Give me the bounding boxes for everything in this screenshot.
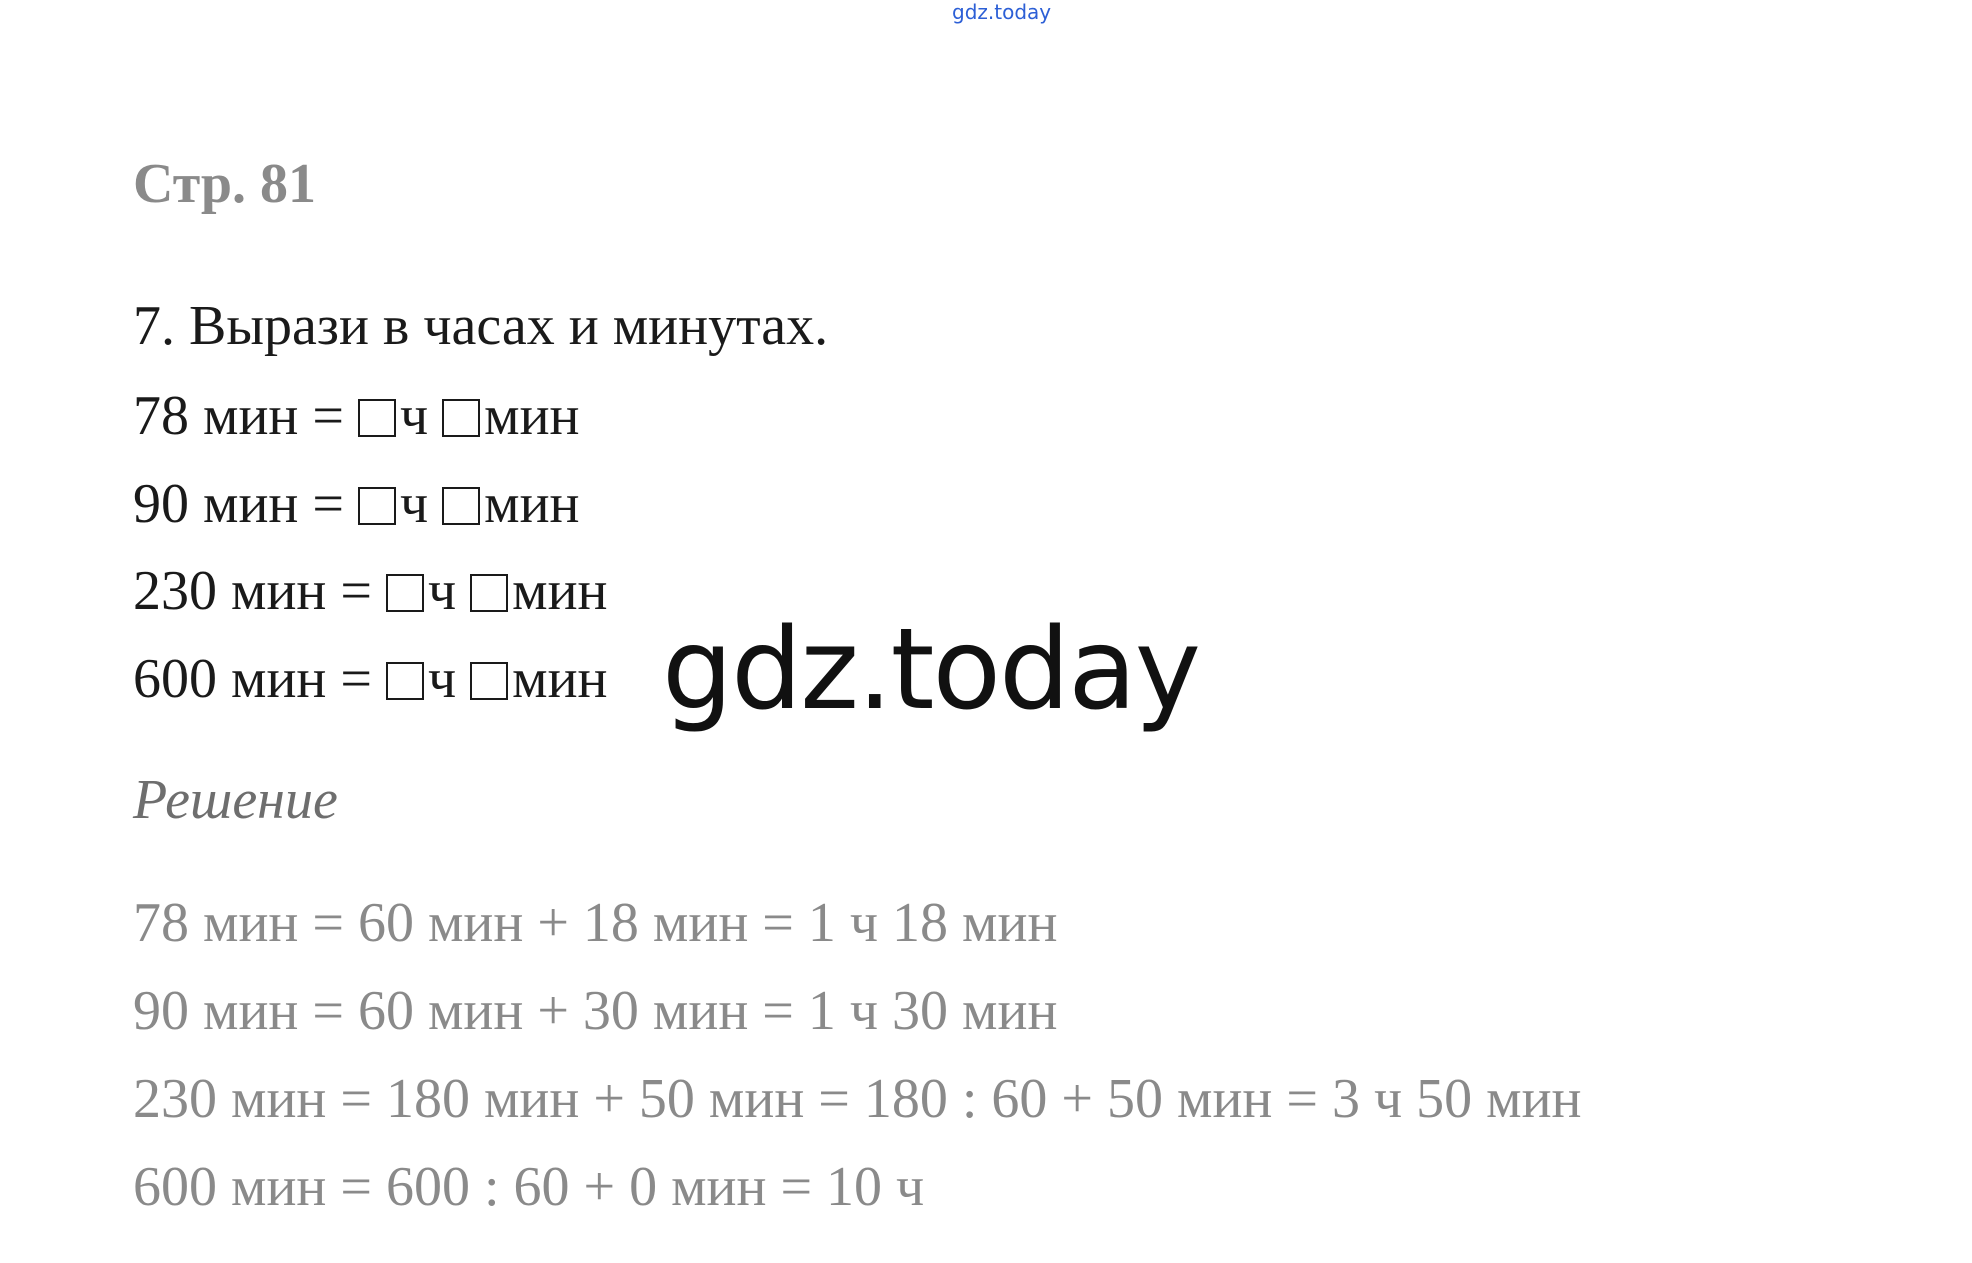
minutes-unit: мин bbox=[512, 560, 608, 622]
solution-line: 90 мин = 60 мин + 30 мин = 1 ч 30 мин bbox=[133, 980, 1058, 1042]
minutes-unit: мин bbox=[512, 648, 608, 710]
hours-unit: ч bbox=[427, 648, 457, 710]
task-line-lhs: 600 мин = bbox=[133, 648, 372, 710]
solution-line: 78 мин = 60 мин + 18 мин = 1 ч 18 мин bbox=[133, 892, 1058, 954]
minutes-box bbox=[442, 487, 480, 525]
minutes-box bbox=[470, 574, 508, 612]
hours-box bbox=[358, 487, 396, 525]
task-heading: 7. Вырази в часах и минутах. bbox=[133, 295, 829, 357]
watermark-top: gdz.today bbox=[952, 0, 1052, 24]
task-line-lhs: 230 мин = bbox=[133, 560, 372, 622]
hours-box bbox=[386, 574, 424, 612]
hours-unit: ч bbox=[427, 560, 457, 622]
hours-box bbox=[358, 399, 396, 437]
solution-label: Решение bbox=[133, 769, 338, 831]
watermark-logo: gdz.today bbox=[662, 605, 1200, 735]
minutes-unit: мин bbox=[484, 385, 580, 447]
task-line bbox=[133, 385, 580, 447]
hours-unit: ч bbox=[399, 385, 429, 447]
minutes-box bbox=[470, 662, 508, 700]
task-line bbox=[133, 473, 580, 535]
hours-box bbox=[386, 662, 424, 700]
task-line bbox=[133, 560, 608, 622]
minutes-box bbox=[442, 399, 480, 437]
solution-line: 600 мин = 600 : 60 + 0 мин = 10 ч bbox=[133, 1156, 925, 1218]
task-line bbox=[133, 648, 608, 710]
hours-unit: ч bbox=[399, 473, 429, 535]
task-line-lhs: 90 мин = bbox=[133, 473, 344, 535]
minutes-unit: мин bbox=[484, 473, 580, 535]
page-title: Стр. 81 bbox=[133, 153, 317, 215]
solution-line: 230 мин = 180 мин + 50 мин = 180 : 60 + 50 мин = 3 ч 50 мин bbox=[133, 1068, 1582, 1130]
task-line-lhs: 78 мин = bbox=[133, 385, 344, 447]
